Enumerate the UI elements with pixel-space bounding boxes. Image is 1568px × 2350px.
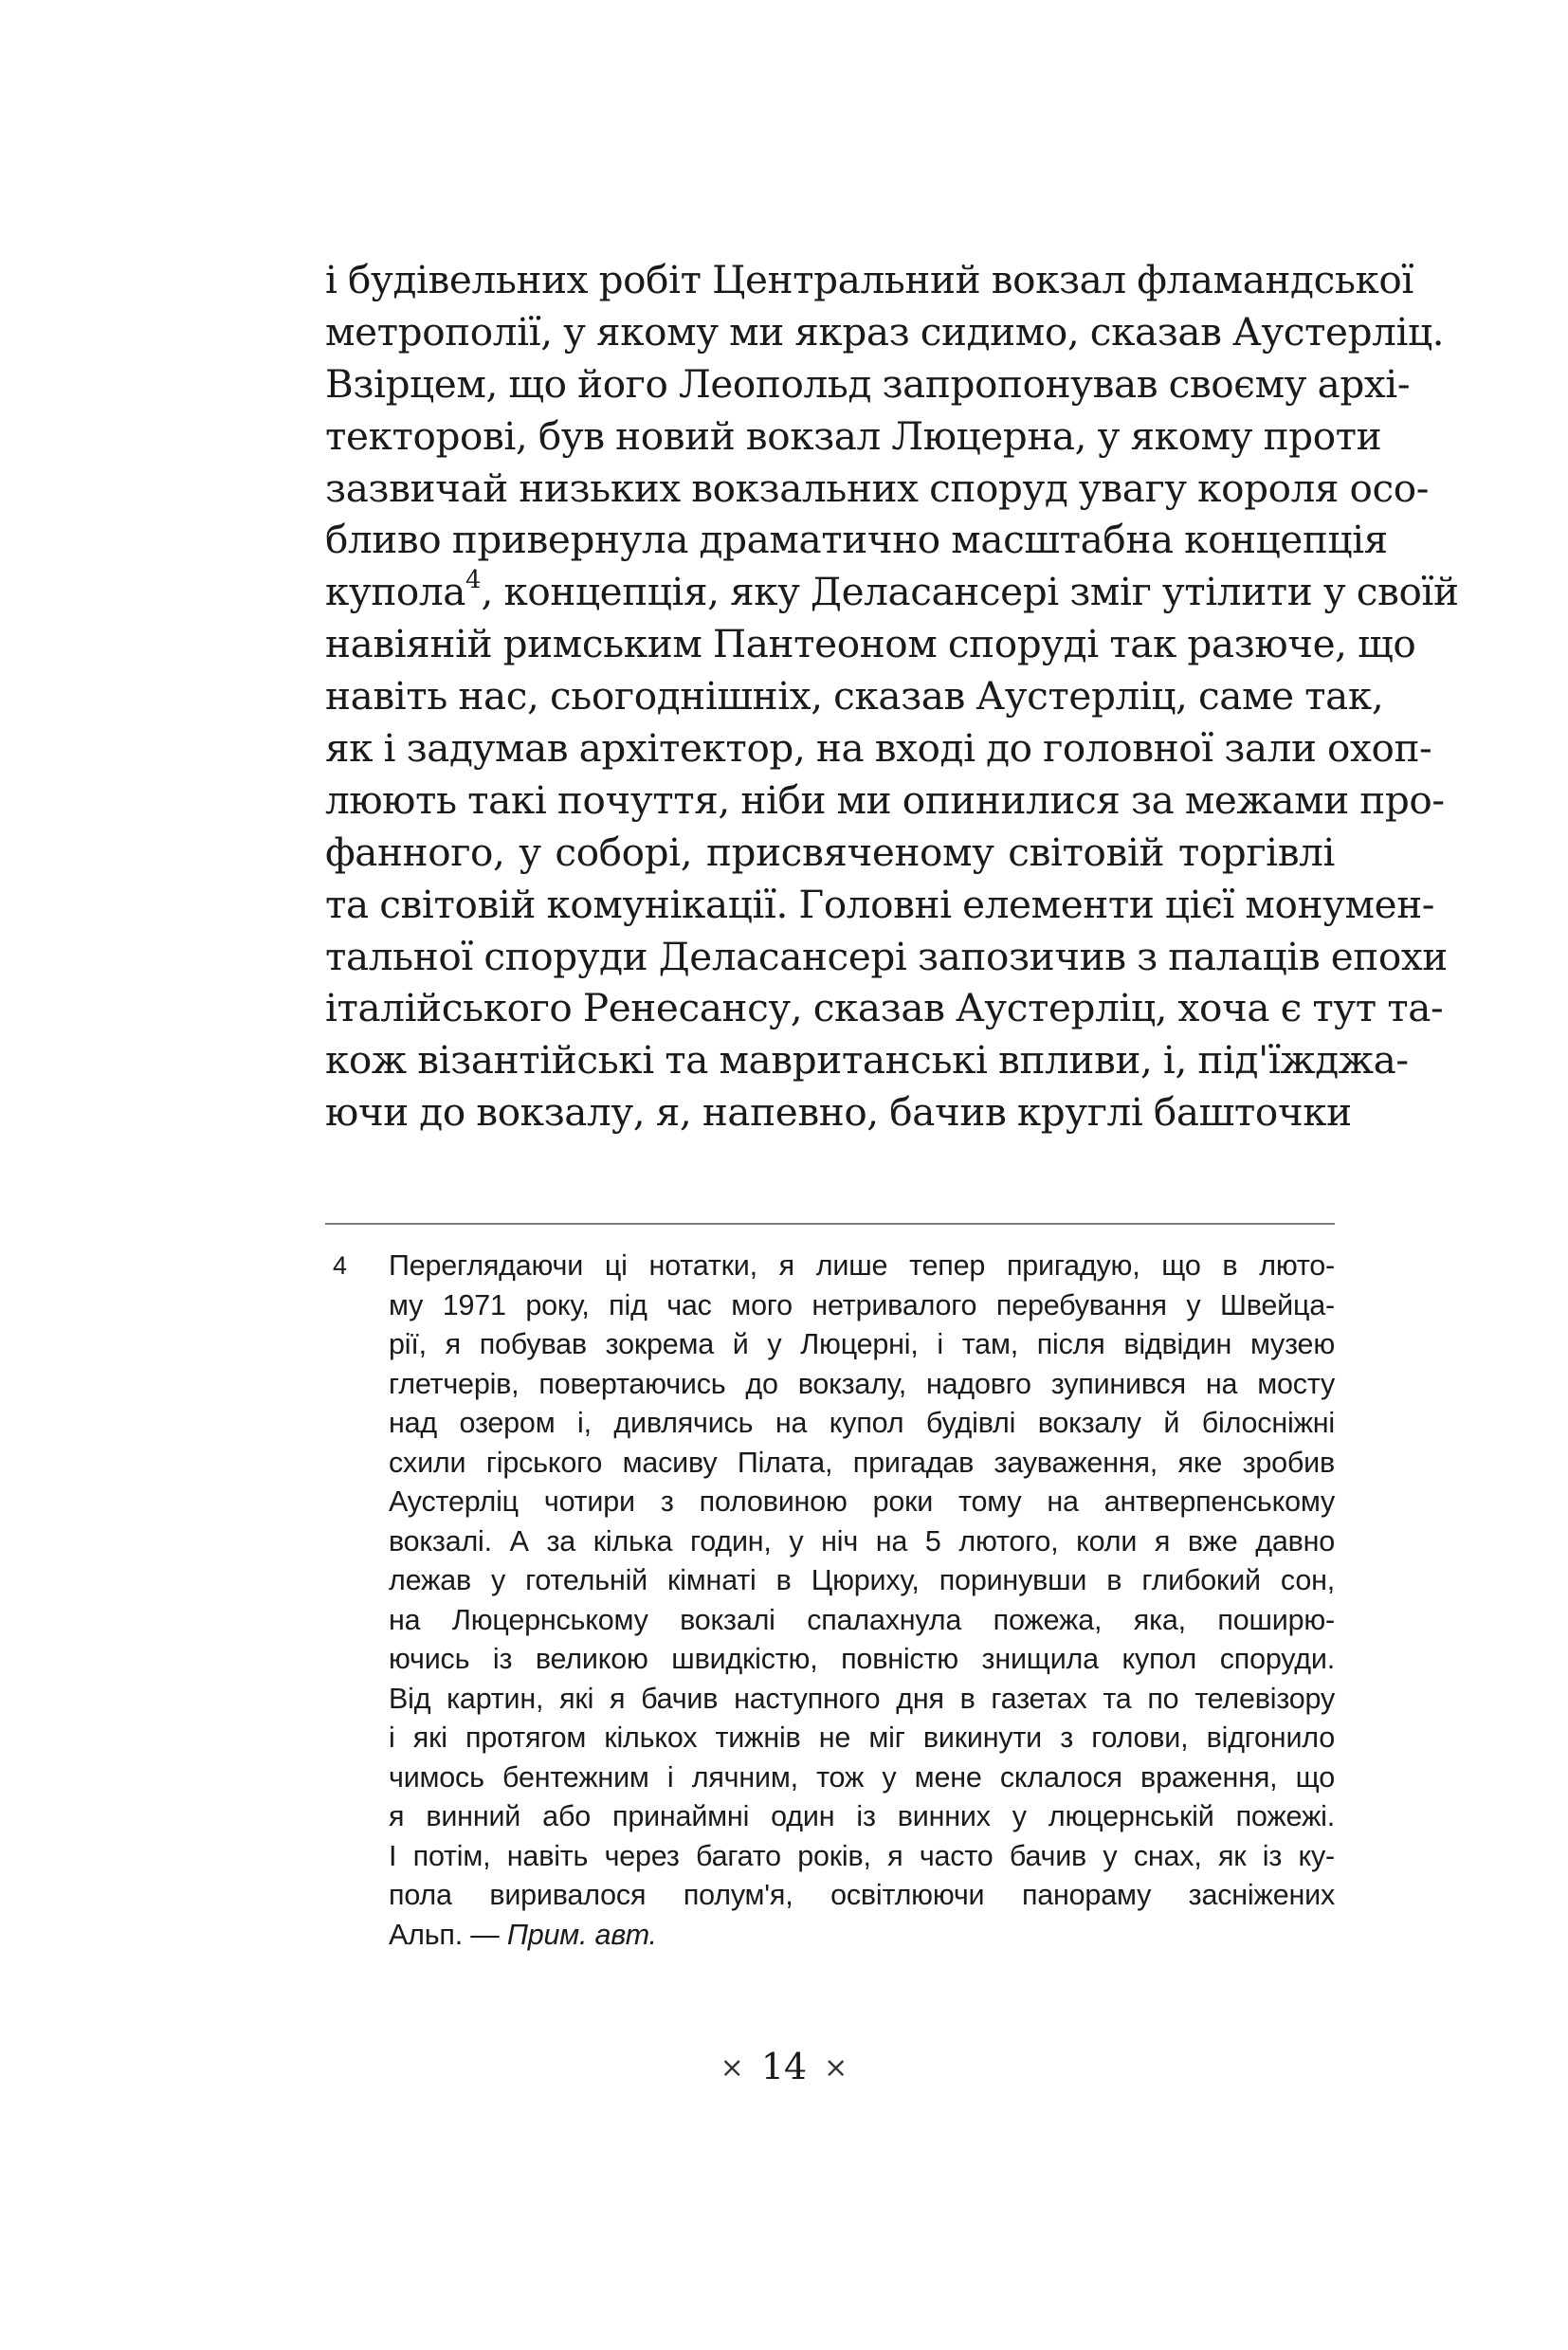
- text-segment: , концепція, яку Деласансері зміг утілити у своїй: [481, 569, 1459, 615]
- footnote-segment: Альп. —: [389, 1918, 507, 1951]
- text-line: текторові, був новий вокзал Люцерна, у якому проти: [325, 412, 1382, 459]
- footnote-line: схили гірського масиву Пілата, пригадав зауваження, яке зробив: [389, 1446, 1335, 1479]
- footnote-line: Переглядаючи ці нотатки, я лише тепер пригадую, що в люто-: [389, 1249, 1335, 1282]
- text-line: кож візантійські та мавританські впливи, і, під'їжджа-: [325, 1037, 1409, 1084]
- footnote-line: я винний або принаймні один із винних у люцернській пожежі.: [389, 1800, 1335, 1832]
- footnote-line: рії, я побував зокрема й у Люцерні, і там, після відвідин музею: [389, 1328, 1335, 1360]
- text-line: навіяній римським Пантеоном споруді так разюче, що: [325, 621, 1416, 667]
- footnote-attribution: Прим. авт.: [506, 1918, 657, 1951]
- main-text: [325, 254, 1459, 1139]
- text-line: італійського Ренесансу, сказав Аустерліц, хоча є тут та-: [325, 985, 1444, 1031]
- text-line: ючи до вокзалу, я, напевно, бачив круглі башточки: [325, 1089, 1352, 1136]
- footnote-line: му 1971 року, під час мого нетривалого перебування у Швейца-: [389, 1288, 1335, 1321]
- footnote-line: Від картин, які я бачив наступного дня в газетах та по телевізору: [389, 1682, 1335, 1715]
- footnote-line: чимось бентежним і лячним, тож у мене склалося враження, що: [389, 1760, 1335, 1794]
- footnote-line: Аустерліц чотири з половиною роки тому на антверпенському: [389, 1485, 1335, 1518]
- footnote-line: вокзалі. А за кілька годин, у ніч на 5 лютого, коли я вже давно: [389, 1524, 1335, 1558]
- footnote-separator: [325, 1223, 1335, 1225]
- text-line: метрополії, у якому ми якраз сидимо, сказав Аустерліц.: [325, 308, 1445, 355]
- text-line: навіть нас, сьогоднішніх, сказав Аустерліц, саме так,: [325, 673, 1384, 720]
- footnote-line: пола виривалося полум'я, освітлюючи панораму засніжених: [389, 1879, 1335, 1911]
- text-line: люють такі почуття, ніби ми опинилися за межами про-: [325, 776, 1445, 823]
- footnote-line: лежав у готельній кімнаті в Цюриху, поринувши в глибокий сон,: [389, 1564, 1335, 1596]
- footnote-line: глетчерів, повертаючись до вокзалу, надовго зупинився на мосту: [389, 1367, 1335, 1400]
- footnote-line: ючись із великою швидкістю, повністю знищила купол споруди.: [389, 1643, 1335, 1675]
- page-folio: [0, 2043, 1568, 2092]
- text-segment: купола: [325, 569, 465, 615]
- text-line: Взірцем, що його Леопольд запропонував своєму архі-: [325, 360, 1411, 407]
- text-line: і будівельних робіт Центральний вокзал фламандської: [325, 257, 1413, 302]
- text-line: як і задумав архітектор, на вході до головної зали охоп-: [325, 725, 1432, 772]
- footnote-line: і які протягом кількох тижнів не міг викинути з голови, відгонило: [389, 1722, 1335, 1754]
- page-number: 14: [760, 2046, 808, 2087]
- folio-ornament-left: ×: [720, 2051, 744, 2085]
- footnote-number: 4: [333, 1251, 347, 1280]
- footnote-line: [389, 1916, 1335, 1956]
- text-line: бливо привернула драматично масштабна концепція: [325, 517, 1388, 563]
- text-line-with-footnote-ref: [325, 566, 1459, 618]
- text-line: зазвичай низьких вокзальних споруд увагу короля осо-: [325, 465, 1430, 511]
- footnote-line: І потім, навіть через багато років, я часто бачив у снах, як із ку-: [389, 1839, 1335, 1872]
- text-line: тальної споруди Деласансері запозичив з палаців епохи: [325, 933, 1448, 979]
- folio-ornament-right: ×: [824, 2051, 848, 2085]
- footnote-text: [389, 1247, 1335, 1955]
- text-line: та світовій комунікації. Головні елементи цієї монумен-: [325, 881, 1435, 927]
- text-line: фанного, у соборі, присвяченому світовій торгівлі: [325, 829, 1335, 875]
- footnote-reference[interactable]: 4: [465, 566, 482, 595]
- footnote-line: над озером і, дивлячись на купол будівлі вокзалу й білосніжні: [389, 1407, 1335, 1439]
- footnote-line: на Люцернському вокзалі спалахнула пожежа, яка, поширю-: [389, 1603, 1335, 1636]
